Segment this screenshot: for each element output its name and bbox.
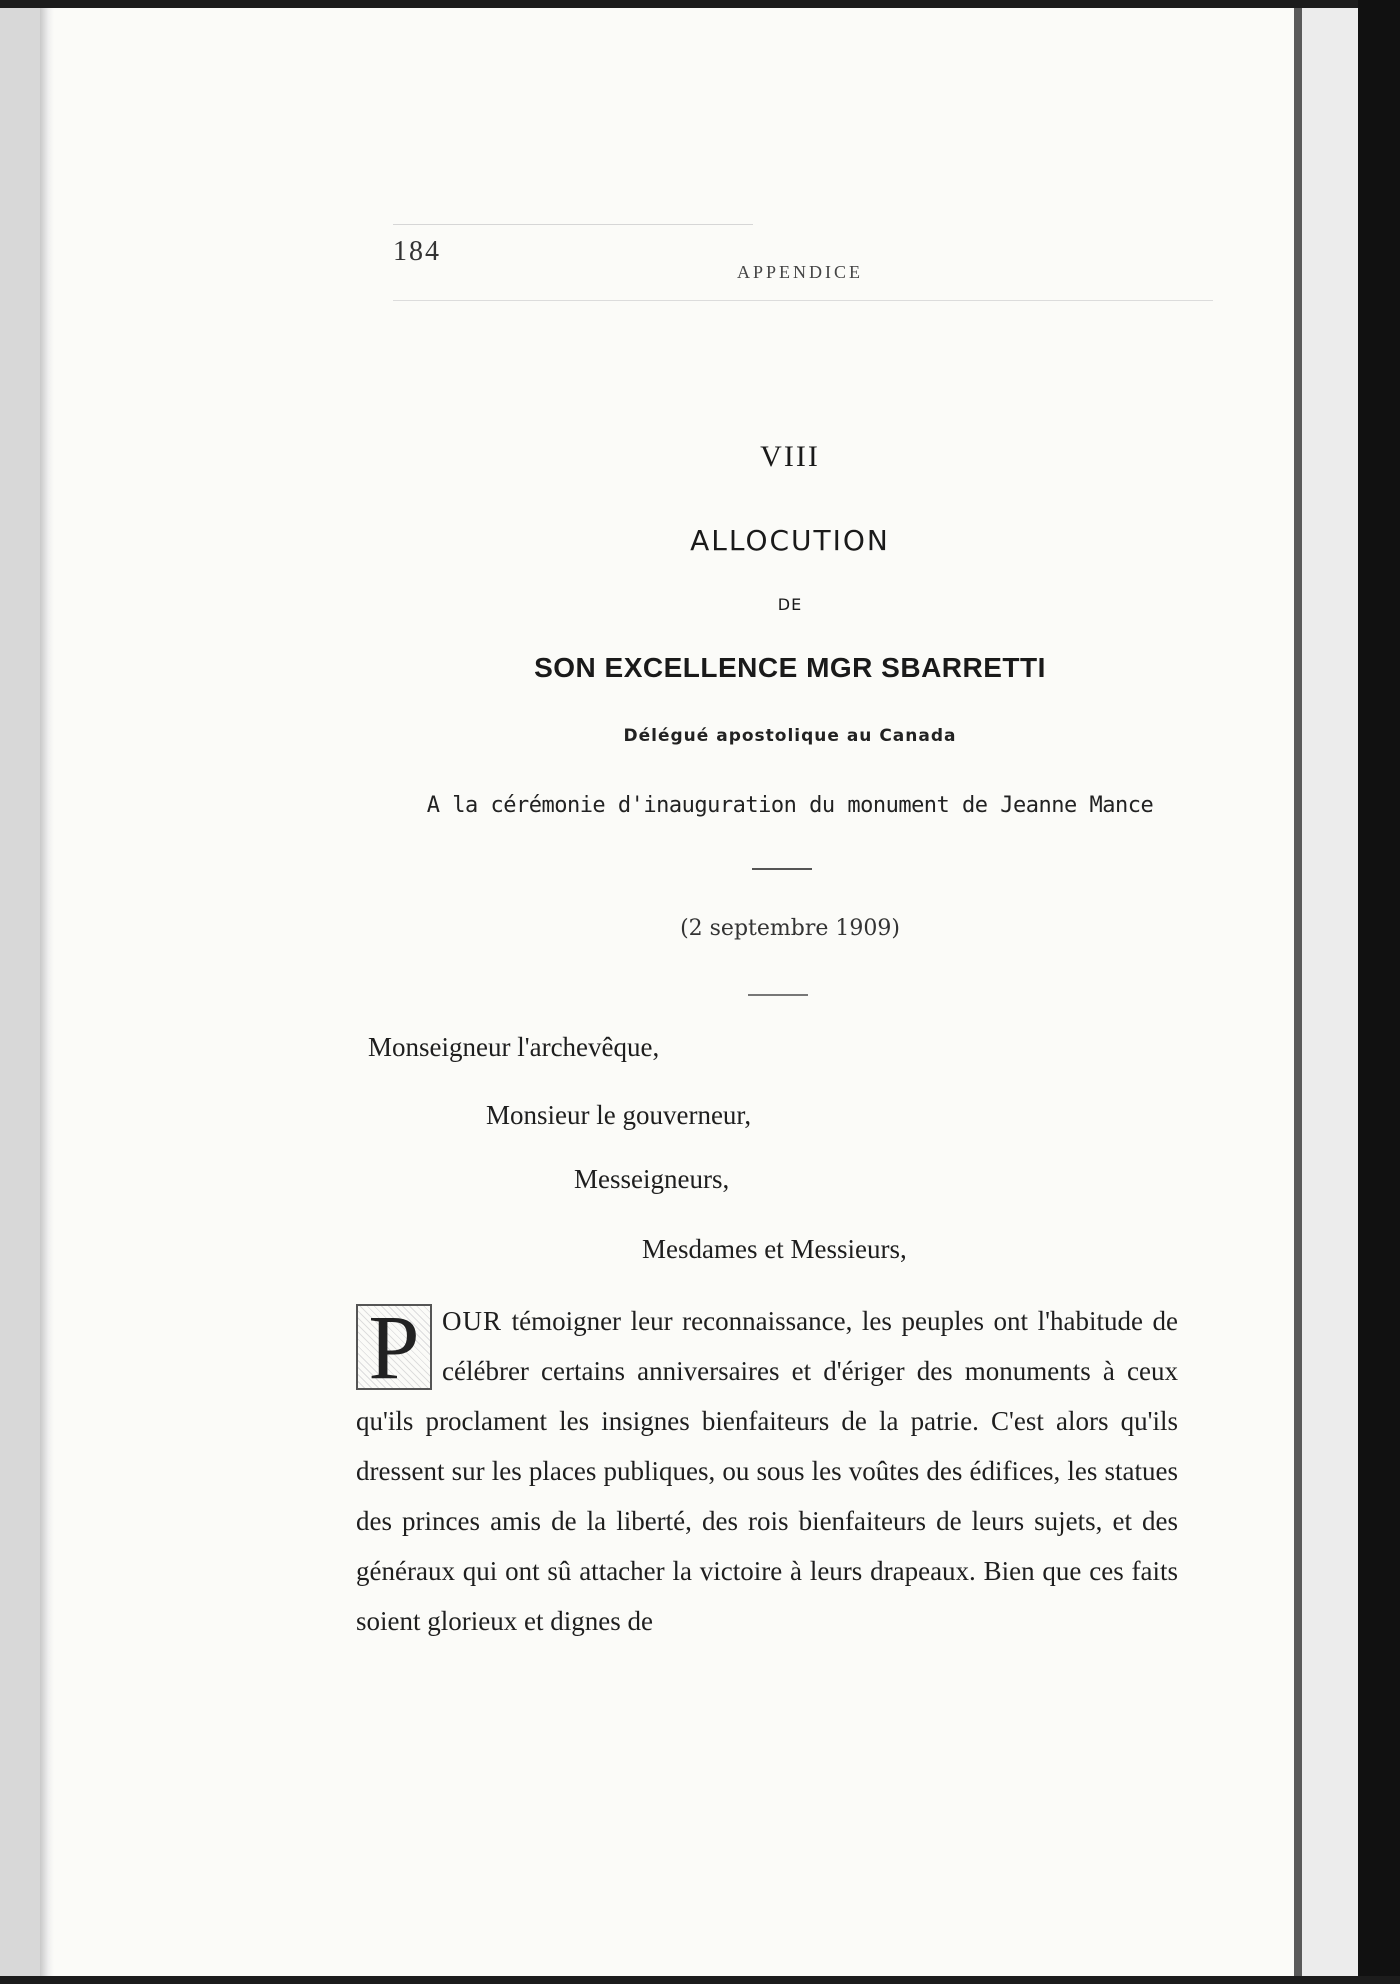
page-number: 184	[393, 236, 441, 267]
salutation-bishops: Messeigneurs,	[574, 1164, 730, 1194]
speaker-role: Délégué apostolique au Canada	[623, 726, 957, 746]
header-rule	[393, 224, 753, 225]
section-numeral: VIII	[760, 440, 820, 473]
salutation-governor: Monsieur le gouverneur,	[486, 1100, 752, 1130]
occasion-line: A la cérémonie d'inauguration du monument de Jeanne Mance	[426, 793, 1154, 818]
next-page-edge	[1302, 8, 1358, 1976]
speech-date: (2 septembre 1909)	[680, 916, 900, 941]
scan-border-top	[0, 0, 1400, 8]
scan-border-right	[1358, 0, 1400, 1984]
page-edge-right	[1294, 8, 1302, 1976]
body-text: témoigner leur reconnaissance, les peuples ont l'habitude de célébrer certains anniversaires et d'ériger des monuments à ceux qu'ils proclament les insignes bienfaiteurs de la patrie. C'est alors qu'ils dressent sur les places publiques, ou sous les voûtes des édifices, les statues des princes amis de la liberté, des rois bienfaiteurs de leurs sujets, et des généraux qui ont sû attacher la victoire à leurs drapeaux. Bien que ces faits soient glorieux et dignes de	[356, 1306, 1178, 1636]
page-gutter-shadow	[40, 8, 54, 1976]
salutation-audience: Mesdames et Messieurs,	[642, 1234, 907, 1264]
body-paragraph	[356, 1296, 1178, 1646]
speaker-name: SON EXCELLENCE MGR SBARRETTI	[534, 652, 1046, 683]
book-page	[40, 8, 1358, 1976]
scan-border-bottom	[0, 1976, 1400, 1984]
drop-cap-letter: P	[356, 1304, 432, 1390]
running-head: APPENDICE	[736, 262, 863, 282]
header-rule-lower	[393, 300, 1213, 301]
section-title: ALLOCUTION	[690, 524, 890, 557]
salutation-archbishop: Monseigneur l'archevêque,	[368, 1032, 660, 1062]
separator-dash	[752, 868, 812, 870]
section-de: DE	[777, 595, 803, 614]
separator-dash	[748, 994, 808, 996]
lead-caps: OUR	[442, 1306, 503, 1336]
